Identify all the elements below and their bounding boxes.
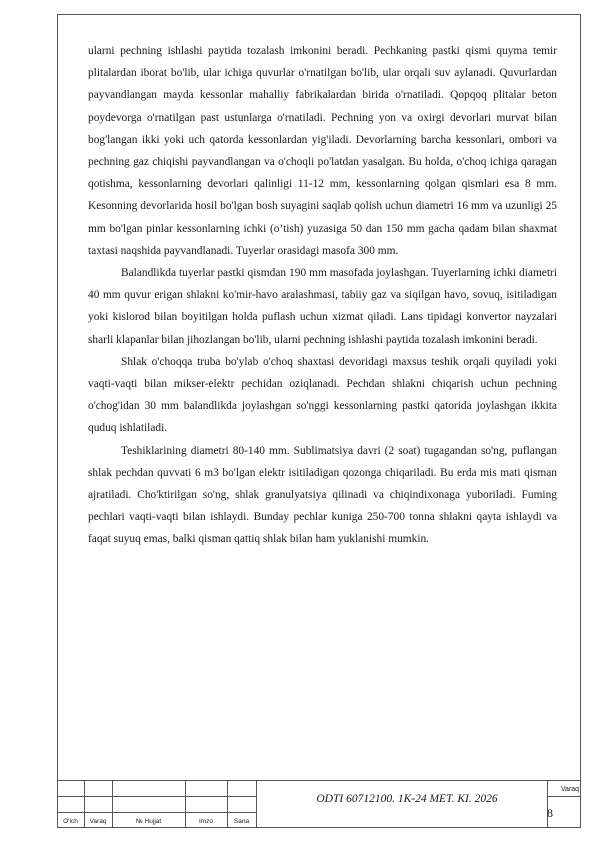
- paragraph-2: Balandlikda tuyerlar pastki qismdan 190 mm masofada joylashgan. Tuyerlarning ichki diametri 40 mm quvur erigan shlakni ko'mir-havo aralashmasi, tabiiy gaz va siqilgan havo, sovuq, isitiladigan yoki kislorod bilan boyitilgan holda puflash uchun xizmat qiladi. Lans tipidagi konvertor nayzalari sharli klapanlar bilan jihozlangan bo'lib, ularni pechning ishlashi paytida tozalash imkonini beradi.: [88, 267, 557, 346]
- col-sana-label: Sana: [233, 818, 250, 825]
- col-varaq-label: Varaq: [89, 818, 107, 825]
- col-olch-label: O‘lch: [63, 818, 78, 825]
- sheet-number: 8: [547, 806, 553, 820]
- document-code: ODTI 60712100. 1K-24 MET. KI. 2026: [316, 793, 498, 805]
- paragraph-1: ularni pechning ishlashi paytida tozalash imkonini beradi. Pechkaning pastki qismi quyma temir plitalardan iborat bo'lib, ular ichiga quvurlar o'rnatilgan bo'lib, ular orqali suv aylanadi. Quvurlardan payvandlangan mayda kessonlar mahalliy fabrikalardan birida o'rnatiladi. Qopqoq plitalar beton poydevorga o'rnatilgan past ustunlarga o'rnatiladi. Pechning yon va oxirgi devorlari murvat bilan bog'langan ikki yoki uch qatorda kessonlardan yig'iladi. Devorlarning barcha kessonlari, ombori va pechning gaz chiqishi payvandlangan va o'choqli po'latdan yasalgan. Bu holda, o'choq ichiga qaragan qotishma, kessonlarning devorlari qalinligi 11-12 mm, kessonlarning qolgan qismlari esa 8 mm. Kesonning devorlarida hosil bo'lgan bosh suyagini saqlab qolish uchun diametri 16 mm va uzunligi 25 mm bo'lgan pinlar kessonlarning ichki (o’tish) yuzasiga 50 dan 150 mm gacha qadam bilan shaxmat taxtasi naqshida payvandlanadi. Tuyerlar orasidagi masofa 300 mm.: [88, 45, 557, 257]
- paragraph-3: Shlak o'choqqa truba bo'ylab o'choq shaxtasi devoridagi maxsus teshik orqali quyiladi yoki vaqti-vaqti bilan mikser-elektr pechidan oziqlanadi. Pechdan shlakni chiqarish uchun pechning o'chog'idan 30 mm balandlikda joylashgan so'nggi kessonlarning pastki qatorida joylashgan ikkita quduq ishlatiladi.: [88, 355, 557, 435]
- document-body: [88, 40, 557, 551]
- sheet-label: Varaq: [560, 786, 579, 793]
- paragraph-4: Teshiklarining diametri 80-140 mm. Sublimatsiya davri (2 soat) tugagandan so'ng, puflangan shlak pechdan quvvati 6 m3 bo'lgan elektr isitiladigan qozonga chiqariladi. Bu erda mis mati qisman ajratiladi. Cho'ktirilgan so'ng, shlak granulyatsiya qilinadi va chiqindixonaga yuboriladi. Fuming pechlari vaqti-vaqti bilan ishlaydi. Bunday pechlar kuniga 250-700 tonna shlakni qayta ishlaydi va faqat suyuq emas, balki qisman qattiq shlak bilan ham yuklanishi mumkin.: [88, 444, 557, 546]
- col-hujjat-label: № Hujjat: [135, 818, 162, 825]
- title-block: [57, 780, 581, 828]
- col-imzo-label: Imzo: [198, 818, 214, 825]
